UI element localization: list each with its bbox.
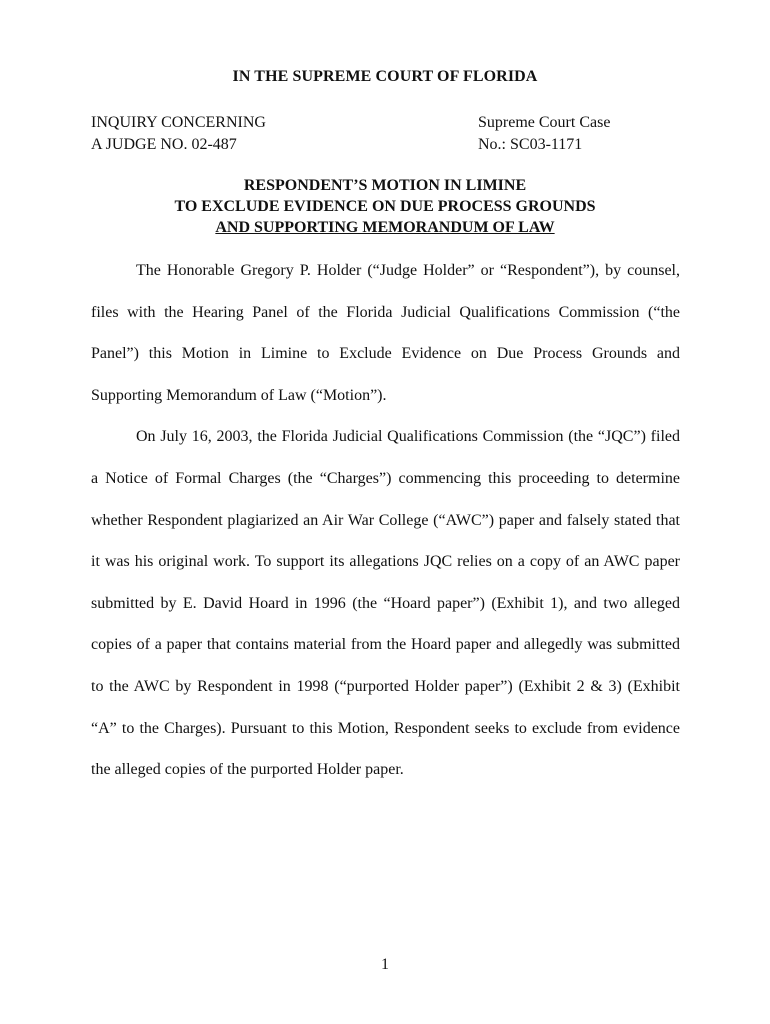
motion-title-line-3: AND SUPPORTING MEMORANDUM OF LAW [215,219,555,236]
court-title: IN THE SUPREME COURT OF FLORIDA [232,68,538,85]
case-caption-left [91,112,266,156]
motion-title [0,175,770,238]
page-number: 1 [381,956,389,973]
case-caption-right [478,112,610,156]
inquiry-line: INQUIRY CONCERNING [91,114,266,131]
motion-title-line-2: TO EXCLUDE EVIDENCE ON DUE PROCESS GROUNDS [174,198,596,215]
case-label-line: Supreme Court Case [478,114,611,131]
motion-title-line-1: RESPONDENT’S MOTION IN LIMINE [243,177,527,194]
case-number-line: No.: SC03-1171 [478,136,583,153]
body-paragraph: The Honorable Gregory P. Holder (“Judge Holder” or “Respondent”), by counsel, files with the Hearing Panel of the Florida Judicial Qualifications Commission (“the Panel”) this Motion in Limine to Exclude Evidence on Due Process Grounds and Supporting Memorandum of Law (“Motion”). [91,262,680,404]
judge-number-line: A JUDGE NO. 02-487 [91,136,237,153]
motion-body [91,250,680,791]
body-paragraph: On July 16, 2003, the Florida Judicial Qualifications Commission (the “JQC”) filed a Notice of Formal Charges (the “Charges”) commencing this proceeding to determine whether Respondent plagiarized an Air War College (“AWC”) paper and falsely stated that it was his original work. To support its allegations JQC relies on a copy of an AWC paper submitted by E. David Hoard in 1996 (the “Hoard paper”) (Exhibit 1), and two alleged copies of a paper that contains material from the Hoard paper and allegedly was submitted to the AWC by Respondent in 1998 (“purported Holder paper”) (Exhibit 2 & 3) (Exhibit “A” to the Charges). Pursuant to this Motion, Respondent seeks to exclude from evidence the alleged copies of the purported Holder paper. [91,428,680,779]
